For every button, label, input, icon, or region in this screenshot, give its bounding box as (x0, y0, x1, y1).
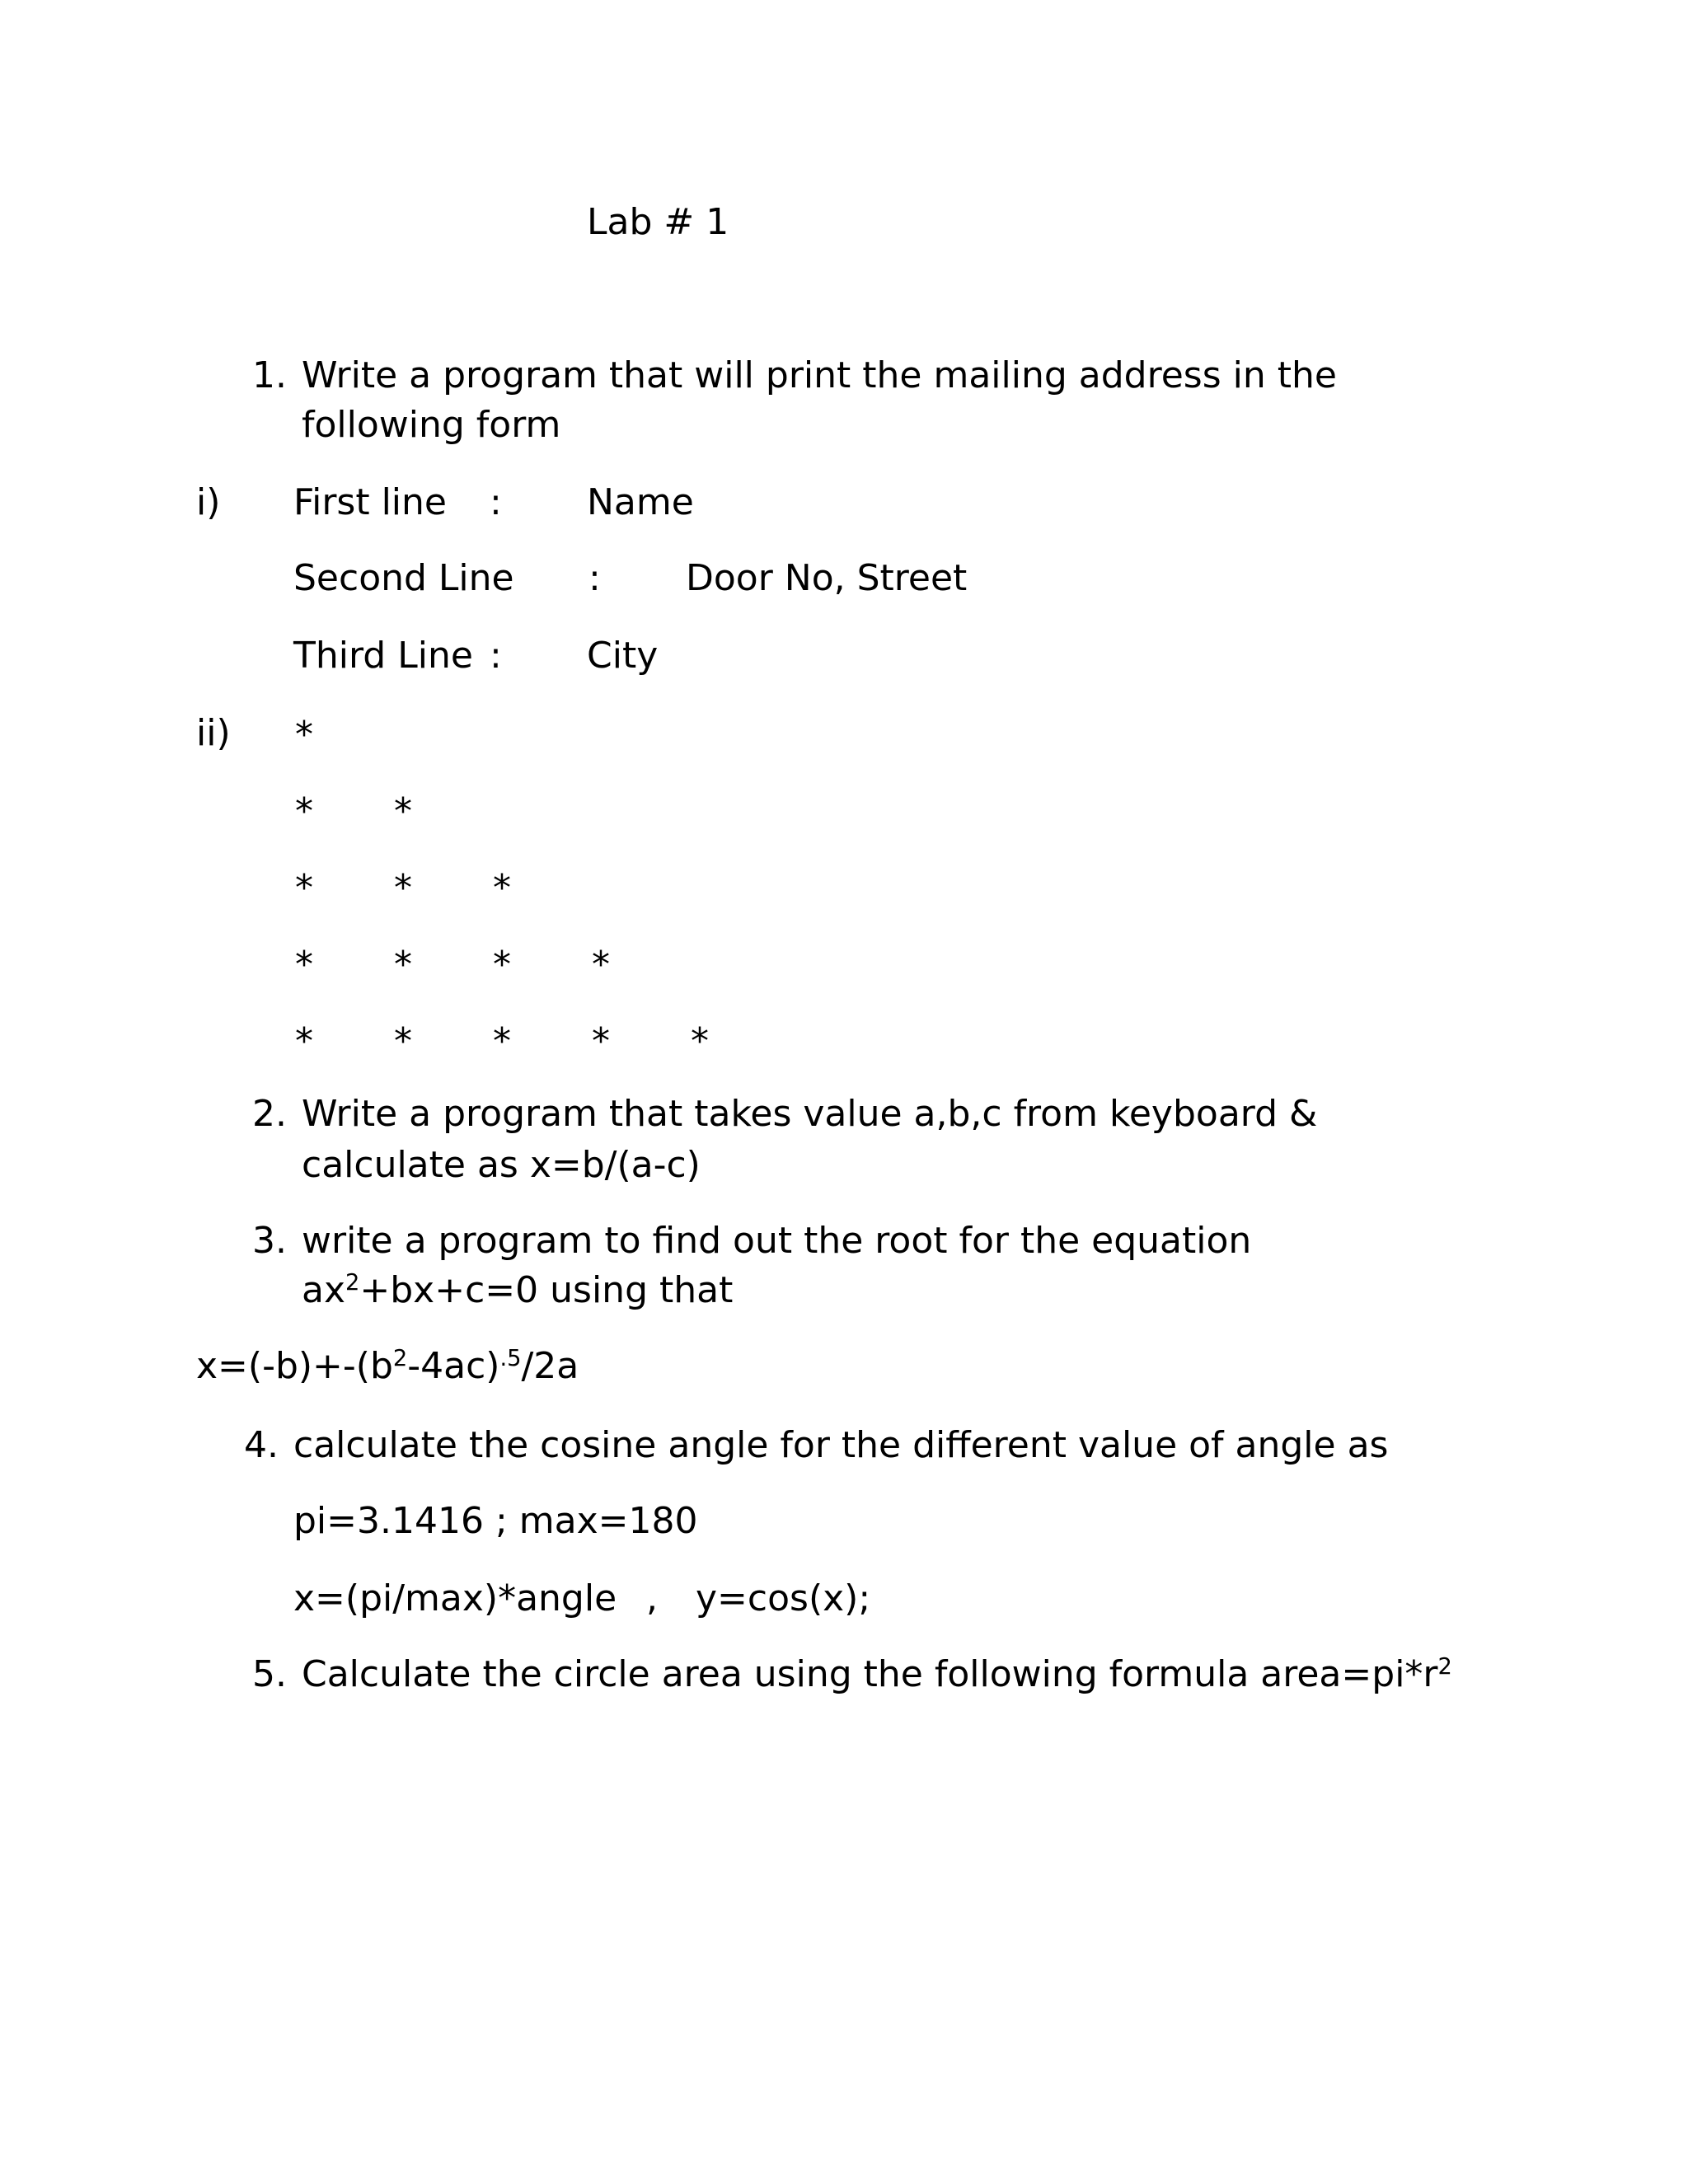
q4-line3-separator: , (646, 1577, 658, 1619)
star-glyph: * (295, 867, 313, 909)
q2-line1: Write a program that takes value a,b,c from keyboard & (302, 1093, 1318, 1135)
q4-line1: calculate the cosine angle for the different value of angle as (293, 1424, 1389, 1466)
star-glyph: * (592, 944, 610, 986)
q5-number: 5. (252, 1653, 287, 1695)
star-glyph: * (295, 790, 313, 832)
star-glyph: * (592, 1020, 610, 1062)
star-glyph: * (295, 1020, 313, 1062)
address-colon-third: : (490, 635, 502, 677)
q3-formula-exp-1: 2 (392, 1346, 408, 1371)
part-ii-marker: ii) (196, 712, 231, 754)
q3-formula-part-b: -4ac) (407, 1345, 500, 1387)
q3-number: 3. (252, 1220, 287, 1262)
address-colon-second: : (588, 557, 601, 599)
q4-line3-x: x=(pi/max)*angle (293, 1577, 617, 1619)
address-label-third: Third Line (293, 635, 473, 677)
star-glyph: * (691, 1020, 709, 1062)
q5-text (302, 1653, 1452, 1695)
address-value-third: City (587, 635, 659, 677)
star-glyph: * (394, 790, 412, 832)
part-i-marker: i) (196, 481, 221, 523)
q5-exponent: 2 (1437, 1654, 1452, 1680)
q3-formula (196, 1345, 579, 1387)
q2-number: 2. (252, 1093, 287, 1135)
q1-line1: Write a program that will print the mailing address in the (302, 354, 1337, 396)
star-glyph: * (394, 867, 412, 909)
address-value-second: Door No, Street (686, 557, 968, 599)
star-glyph: * (394, 944, 412, 986)
address-colon-first: : (490, 481, 502, 523)
star-glyph: * (493, 867, 511, 909)
page-title: Lab # 1 (587, 201, 729, 243)
q3-equation-rest: +bx+c=0 (359, 1269, 539, 1311)
q5-text-main: Calculate the circle area using the following formula area=pi*r (302, 1653, 1438, 1695)
q3-formula-exp-2: .5 (499, 1346, 522, 1371)
q4-number: 4. (244, 1424, 279, 1466)
address-value-first: Name (587, 481, 694, 523)
q3-formula-part-c: /2a (521, 1345, 579, 1387)
star-glyph: * (493, 1020, 511, 1062)
address-label-second: Second Line (293, 557, 514, 599)
q3-equation (302, 1269, 734, 1311)
q4-line3-y: y=cos(x); (696, 1577, 871, 1619)
address-label-first: First line (293, 481, 447, 523)
q4-line2: pi=3.1416 ; max=180 (293, 1500, 698, 1542)
q3-equation-tail: using that (550, 1269, 734, 1311)
q1-line2: following form (302, 404, 561, 446)
q3-line1: write a program to find out the root for the equation (302, 1220, 1252, 1262)
star-glyph: * (295, 944, 313, 986)
star-glyph: * (493, 944, 511, 986)
q3-equation-ax: ax (302, 1269, 346, 1311)
star-glyph: * (394, 1020, 412, 1062)
q2-line2: calculate as x=b/(a-c) (302, 1144, 701, 1186)
star-glyph: * (295, 714, 313, 756)
q3-formula-part-a: x=(-b)+-(b (196, 1345, 393, 1387)
q1-number: 1. (252, 354, 287, 396)
q3-equation-exponent: 2 (345, 1270, 360, 1296)
